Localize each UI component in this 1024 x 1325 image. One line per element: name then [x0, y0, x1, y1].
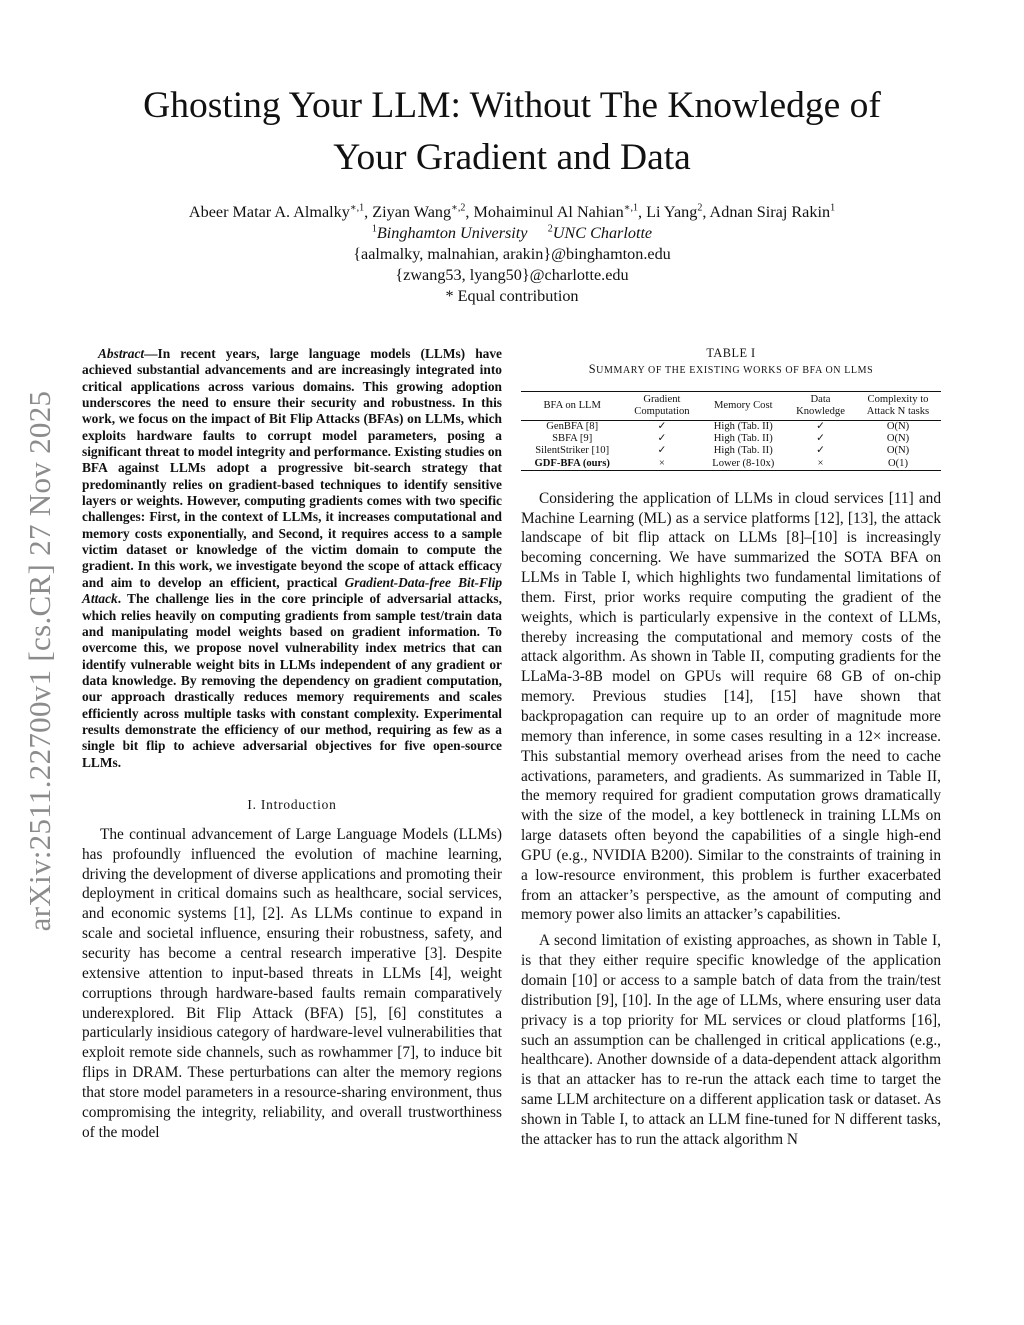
cell-gradient: ✓ [657, 420, 667, 432]
header-complexity: Complexity to Attack N tasks [866, 393, 930, 417]
affiliation-2-sup: 2 [547, 223, 553, 235]
author-5: , Adnan Siraj Rakin [702, 203, 831, 221]
cell-method: SilentStriker [10] [535, 445, 610, 457]
cell-method: GenBFA [8] [546, 420, 599, 432]
cell-data: ✓ [816, 433, 825, 445]
author-block [0, 202, 1024, 307]
cell-memory: Lower (8-10x) [712, 457, 775, 469]
header-memory-cost: Memory Cost [713, 399, 773, 411]
header-data-knowledge: Data Knowledge [796, 393, 845, 417]
cell-complexity: O(N) [886, 433, 910, 445]
cell-gradient: ✓ [657, 445, 667, 457]
cell-memory: High (Tab. II) [713, 420, 773, 432]
table-row [521, 420, 941, 433]
email-1: {aalmalky, malnahian, arakin}@binghamton.edu [353, 245, 671, 263]
section-heading-introduction: I. Introduction [247, 796, 337, 812]
cell-complexity: O(1) [887, 457, 908, 469]
cell-data: ✓ [816, 445, 825, 457]
email-2: {zwang53, lyang50}@charlotte.edu [395, 266, 629, 284]
author-4: , Li Yang [637, 203, 698, 221]
right-body [521, 489, 941, 1150]
author-1-sup: ∗,1 [349, 202, 365, 214]
cell-gradient: × [658, 457, 665, 469]
left-column [82, 346, 502, 1142]
cell-complexity: O(N) [886, 445, 910, 457]
cell-data: ✓ [816, 420, 825, 432]
cell-data: × [817, 457, 824, 469]
introduction-paragraph: The continual advancement of Large Language Models (LLMs) has profoundly influenced the evolution of machine learning, driving the development of diverse applications and promoting their deployment in critical domains such as healthcare, social services, and economic systems [1], [2]. As LLMs continue to expand in scale and societal influence, ensuring their robustness, safety, and security has become a central research imperative [3]. Despite extensive attention to input-based threats in LLMs [4], weight corruptions through hardware-based faults remain comparatively underexplored. Bit Flip Attack (BFA) [5], [6] constitutes a particularly insidious category of hardware-level vulnerabilities that exploit remote side channels, such as rowhammer [7], to induce bit flips in DRAM. These perturbations can alter the memory regions that store model parameters in a resource-sharing environment, thus compromising the integrity, reliability, and overall trustworthiness of the model [82, 825, 502, 1141]
table-caption: TABLE I [706, 346, 756, 360]
table-row [521, 458, 941, 471]
title-line-2: Your Gradient and Data [333, 137, 691, 178]
author-names [0, 202, 1024, 223]
abstract-text-1: —In recent years, large language models (LLMs) have achieved substantial advancements and are increasingly integrated into critical applications across various domains. This growing adoption underscores the need to ensure their security and robustness. In this work, we focus on the impact of Bit Flip Attacks (BFAs) on LLMs, which exploits hardware faults to corrupt model parameters, posing a significant threat to model integrity and performance. Existing studies on BFA against LLMs adopt a progressive bit-search strategy that predominantly relies on gradient-based techniques to identify sensitive layers or weights. However, computing gradients comes with two specific challenges: First, in the context of LLMs, it increases computational and memory costs exponentially, and Second, it requires access to a sample victim dataset or knowledge of the victim domain to compute the gradient. In this work, we investigate beyond the scope of attack efficacy and aim to develop an efficient, practical [82, 346, 502, 590]
summary-table [521, 391, 941, 471]
paper-title [0, 80, 1024, 184]
table-row [521, 445, 941, 457]
author-3: , Mohaiminul Al Nahian [465, 203, 624, 221]
header-gradient-computation: Gradient Computation [634, 393, 690, 417]
equal-contribution-note: * Equal contribution [445, 287, 579, 305]
right-paragraph-2: A second limitation of existing approaches, as shown in Table I, is that they either require specific knowledge of the application domain [10] or access to a sample batch of data from the train/test distribution [9], [10]. In the age of LLMs, where ensuring user data privacy is a top priority for ML services or cloud platforms [16], such an assumption can be challenged in critical applications (e.g., healthcare). Another downside of a data-dependent attack algorithm is that an attacker has to re-run the attack each time to target the same LLM architecture on a different application task or dataset. As shown in Table I, to attack an LLM fine-tuned for N different tasks, the attacker has to run the attack algorithm N [521, 932, 941, 1148]
table-subcaption-text: UMMARY OF THE EXISTING WORKS OF BFA ON LLMS [596, 364, 874, 376]
table-header-row [521, 391, 941, 420]
author-2: , Ziyan Wang [364, 203, 452, 221]
author-2-sup: ∗,2 [451, 202, 466, 214]
title-line-1: Ghosting Your LLM: Without The Knowledge of [143, 85, 881, 126]
abstract-text-2: . The challenge lies in the core principle of adversarial attacks, which relies heavily on computing gradients from sample test/train data and manipulating model weights based on gradient information. To overcome this, we propose novel vulnerability index metrics that can identify vulnerable weight bits in LLMs independent of any gradient or data knowledge. By removing the dependency on gradient computation, our approach drastically reduces memory requirements and scales efficiently across multiple tasks with constant complexity. Experimental results demonstrate the efficiency of our method, requiring as few as a single bit flip to achieve adversarial objectives for five open-source LLMs. [82, 591, 502, 770]
abstract-heading: Abstract [98, 346, 145, 361]
abstract [82, 346, 502, 771]
affiliation-1: Binghamton University [376, 224, 528, 242]
cell-gradient: ✓ [657, 433, 667, 445]
arxiv-identifier-text: arXiv:2511.22700v1 [cs.CR] 27 Nov 2025 [22, 390, 57, 932]
abstract-emphasis: Gradient-Data-free Bit-Flip Attack [82, 574, 503, 607]
affiliation-1-sup: 1 [371, 223, 377, 235]
arxiv-identifier [18, 366, 62, 956]
cell-method: GDF-BFA (ours) [534, 457, 610, 469]
right-column [521, 346, 941, 1150]
cell-complexity: O(N) [886, 420, 910, 432]
table-subcaption: SUMMARY OF THE EXISTING WORKS OF BFA ON LLMS [588, 361, 874, 376]
cell-method: SBFA [9] [552, 433, 593, 445]
author-4-sup: 2 [697, 202, 703, 214]
author-3-sup: ∗,1 [623, 202, 638, 214]
header-bfa-on-llm: BFA on LLM [543, 399, 601, 411]
affiliations [0, 223, 1024, 244]
author-5-sup: 1 [830, 202, 836, 214]
cell-memory: High (Tab. II) [713, 445, 773, 457]
cell-memory: High (Tab. II) [713, 433, 773, 445]
right-paragraph-1: Considering the application of LLMs in cloud services [11] and Machine Learning (ML) as a service platforms [12], [13], the attack landscape of bit flip attack on LLMs [8]–[10] is increasingly becoming concerning. We have summarized the SOTA BFA on LLMs in Table I, which highlights two fundamental limitations of them. First, prior works require computing the gradient of the weights, which is particularly expensive in the context of LLMs, thereby increasing the computational and memory costs of the attack algorithm. As shown in Table II, computing gradients for the LLaMa-3-8B model on GPUs will require 68 GB of on-chip memory. Previous studies [14], [15] have shown that backpropagation can require up to an order of magnitude more memory than inference, in some cases resulting in a 12× increase. This substantial memory overhead arises from the need to cache activations, parameters, and gradients. As summarized in Table II, the memory required for gradient computation grows dramatically with the size of the model, a key bottleneck in training LLMs on large datasets often beyond the capabilities of a single high-end GPU (e.g., NVIDIA B200). Similar to the constraints of training in a low-resource environment, this problem is further exacerbated from an attacker’s perspective, as the amount of computing and memory power also limits an attacker’s capabilities. [521, 489, 941, 924]
table-row [521, 433, 941, 445]
author-1: Abeer Matar A. Almalky [188, 203, 350, 221]
affiliation-2: UNC Charlotte [552, 224, 653, 242]
